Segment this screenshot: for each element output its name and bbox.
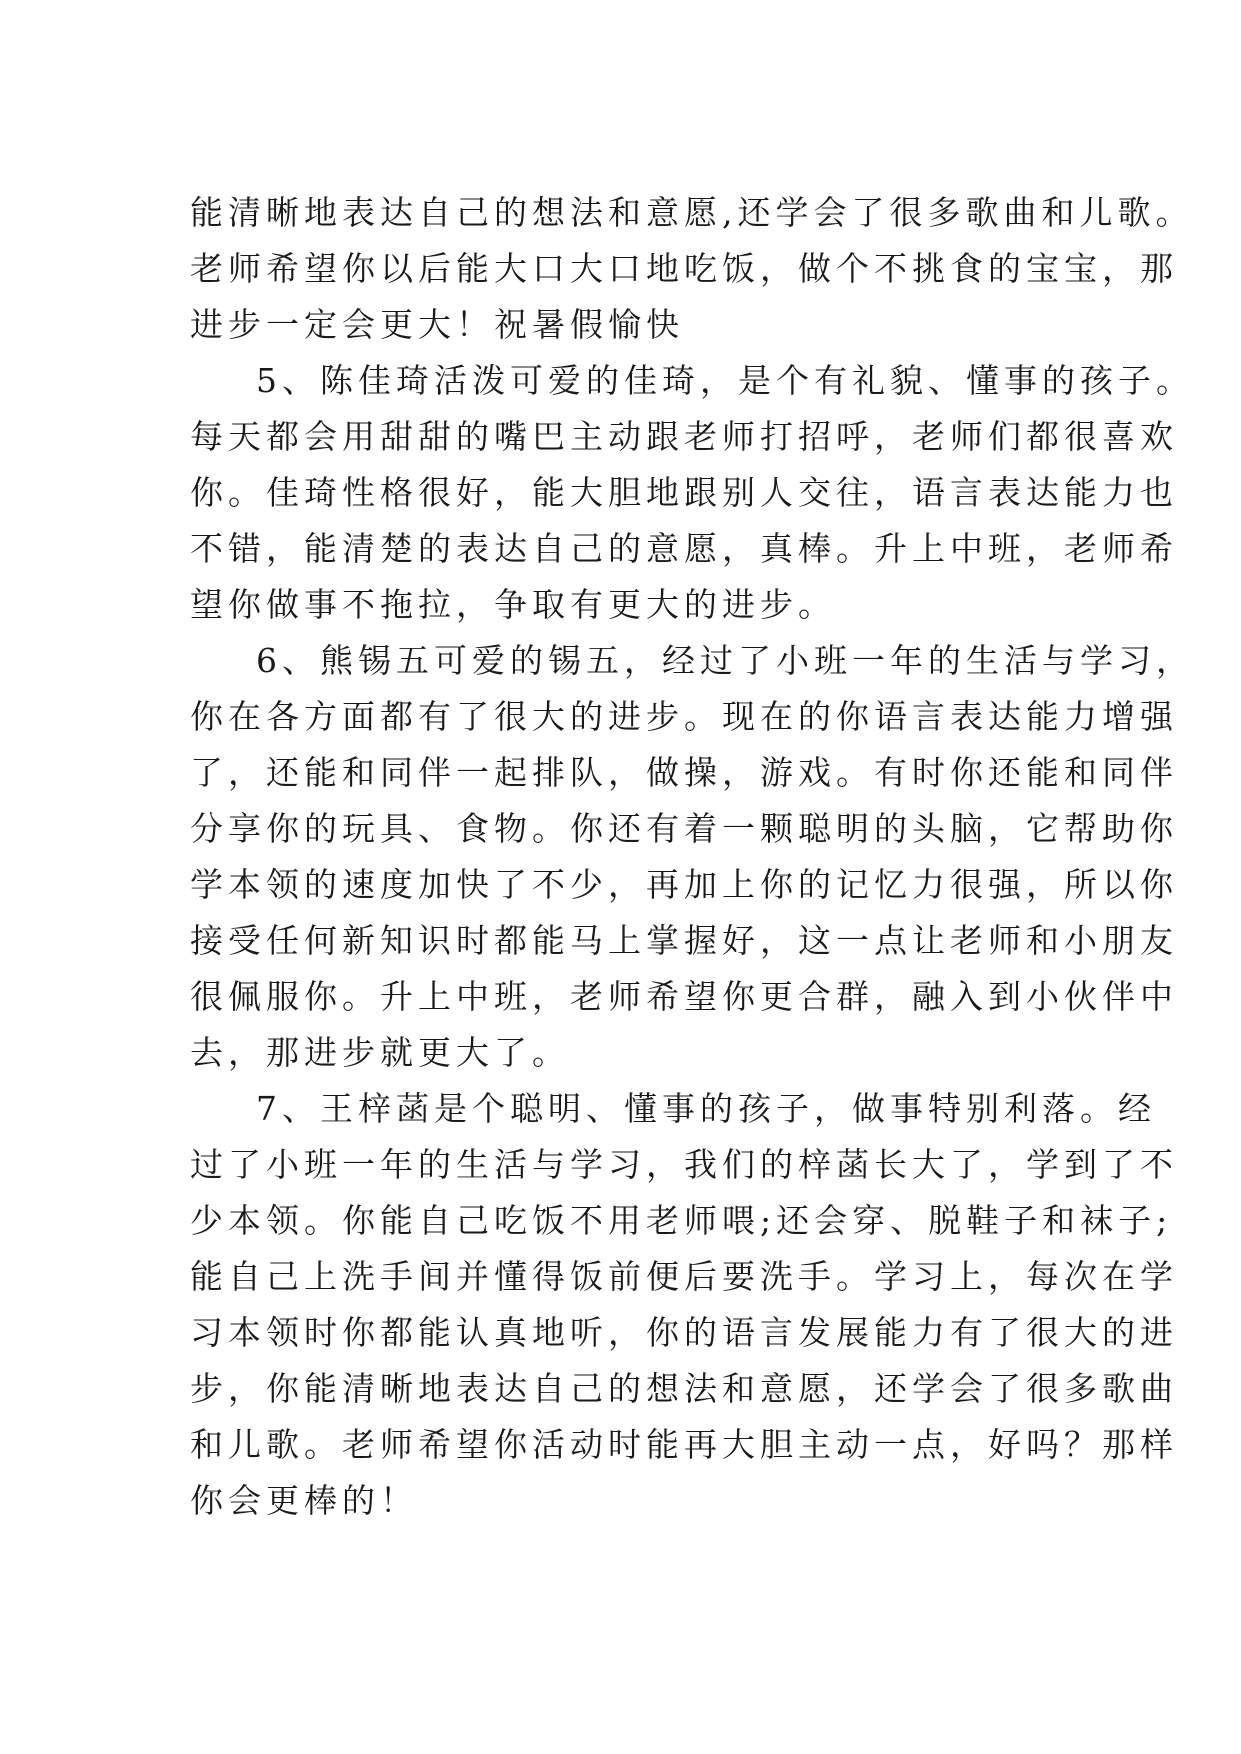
text-line: 去，那进步就更大了。 bbox=[190, 1033, 570, 1072]
text-line: 和儿歌。老师希望你活动时能再大胆主动一点，好吗？那样 bbox=[190, 1425, 1178, 1464]
text-line: 不错，能清楚的表达自己的意愿，真棒。升上中班，老师希 bbox=[190, 529, 1178, 568]
text-line: 很佩服你。升上中班，老师希望你更合群，融入到小伙伴中 bbox=[190, 977, 1178, 1016]
text-line: 能自己上洗手间并懂得饭前便后要洗手。学习上，每次在学 bbox=[190, 1257, 1178, 1296]
text-line: 你在各方面都有了很大的进步。现在的你语言表达能力增强 bbox=[190, 697, 1178, 736]
text-line: 分享你的玩具、食物。你还有着一颗聪明的头脑，它帮助你 bbox=[190, 809, 1178, 848]
text-line: 老师希望你以后能大口大口地吃饭，做个不挑食的宝宝，那 bbox=[190, 249, 1178, 288]
text-line: 接受任何新知识时都能马上掌握好，这一点让老师和小朋友 bbox=[190, 921, 1178, 960]
text-line: 少本领。你能自己吃饭不用老师喂;还会穿、脱鞋子和袜子; bbox=[190, 1201, 1173, 1240]
body-text bbox=[190, 185, 1194, 1529]
paragraph-5-start: 5、陈佳琦活泼可爱的佳琦，是个有礼貌、懂事的孩子。 bbox=[256, 361, 1194, 400]
text-line: 能清晰地表达自己的想法和意愿,还学会了很多歌曲和儿歌。 bbox=[190, 193, 1194, 232]
text-line: 进步一定会更大！祝暑假愉快 bbox=[190, 305, 684, 344]
text-line: 习本领时你都能认真地听，你的语言发展能力有了很大的进 bbox=[190, 1313, 1178, 1352]
text-line: 望你做事不拖拉，争取有更大的进步。 bbox=[190, 585, 836, 624]
text-line: 学本领的速度加快了不少，再加上你的记忆力很强，所以你 bbox=[190, 865, 1178, 904]
text-line: 了，还能和同伴一起排队，做操，游戏。有时你还能和同伴 bbox=[190, 753, 1178, 792]
text-line: 过了小班一年的生活与学习，我们的梓菡长大了，学到了不 bbox=[190, 1145, 1178, 1184]
paragraph-6-start: 6、熊锡五可爱的锡五，经过了小班一年的生活与学习， bbox=[256, 641, 1194, 680]
text-line: 每天都会用甜甜的嘴巴主动跟老师打招呼，老师们都很喜欢 bbox=[190, 417, 1178, 456]
text-line: 你会更棒的！ bbox=[190, 1481, 418, 1520]
text-line: 你。佳琦性格很好，能大胆地跟别人交往，语言表达能力也 bbox=[190, 473, 1178, 512]
text-line: 步，你能清晰地表达自己的想法和意愿，还学会了很多歌曲 bbox=[190, 1369, 1178, 1408]
paragraph-7-start: 7、王梓菡是个聪明、懂事的孩子，做事特别利落。经 bbox=[256, 1089, 1156, 1128]
